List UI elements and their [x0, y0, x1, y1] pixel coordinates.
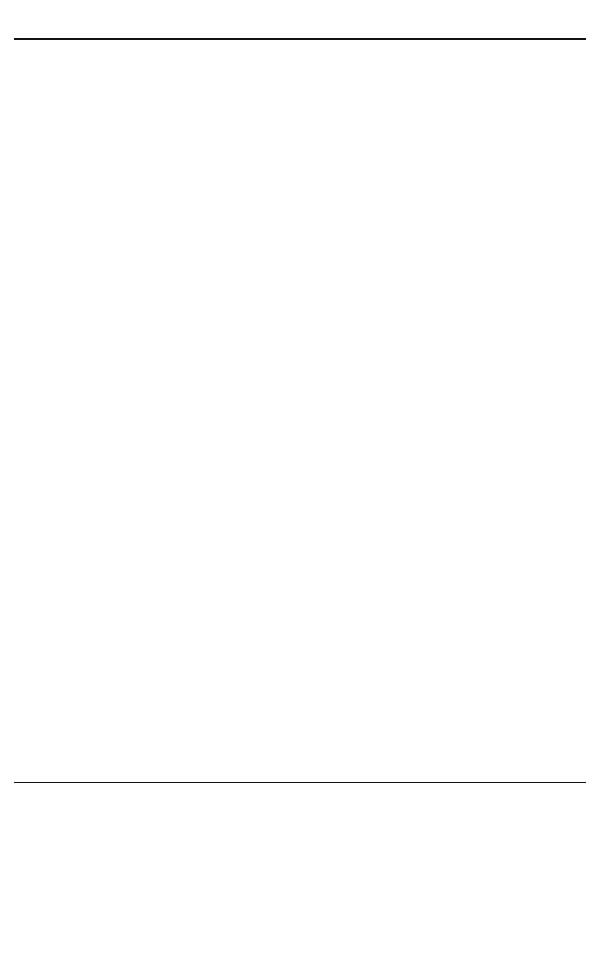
- footnote-rule: [14, 782, 586, 783]
- header-rule: [14, 38, 586, 40]
- page-header: [14, 10, 586, 36]
- verses-section-1: [14, 48, 586, 288]
- verses-section-2: [14, 270, 586, 750]
